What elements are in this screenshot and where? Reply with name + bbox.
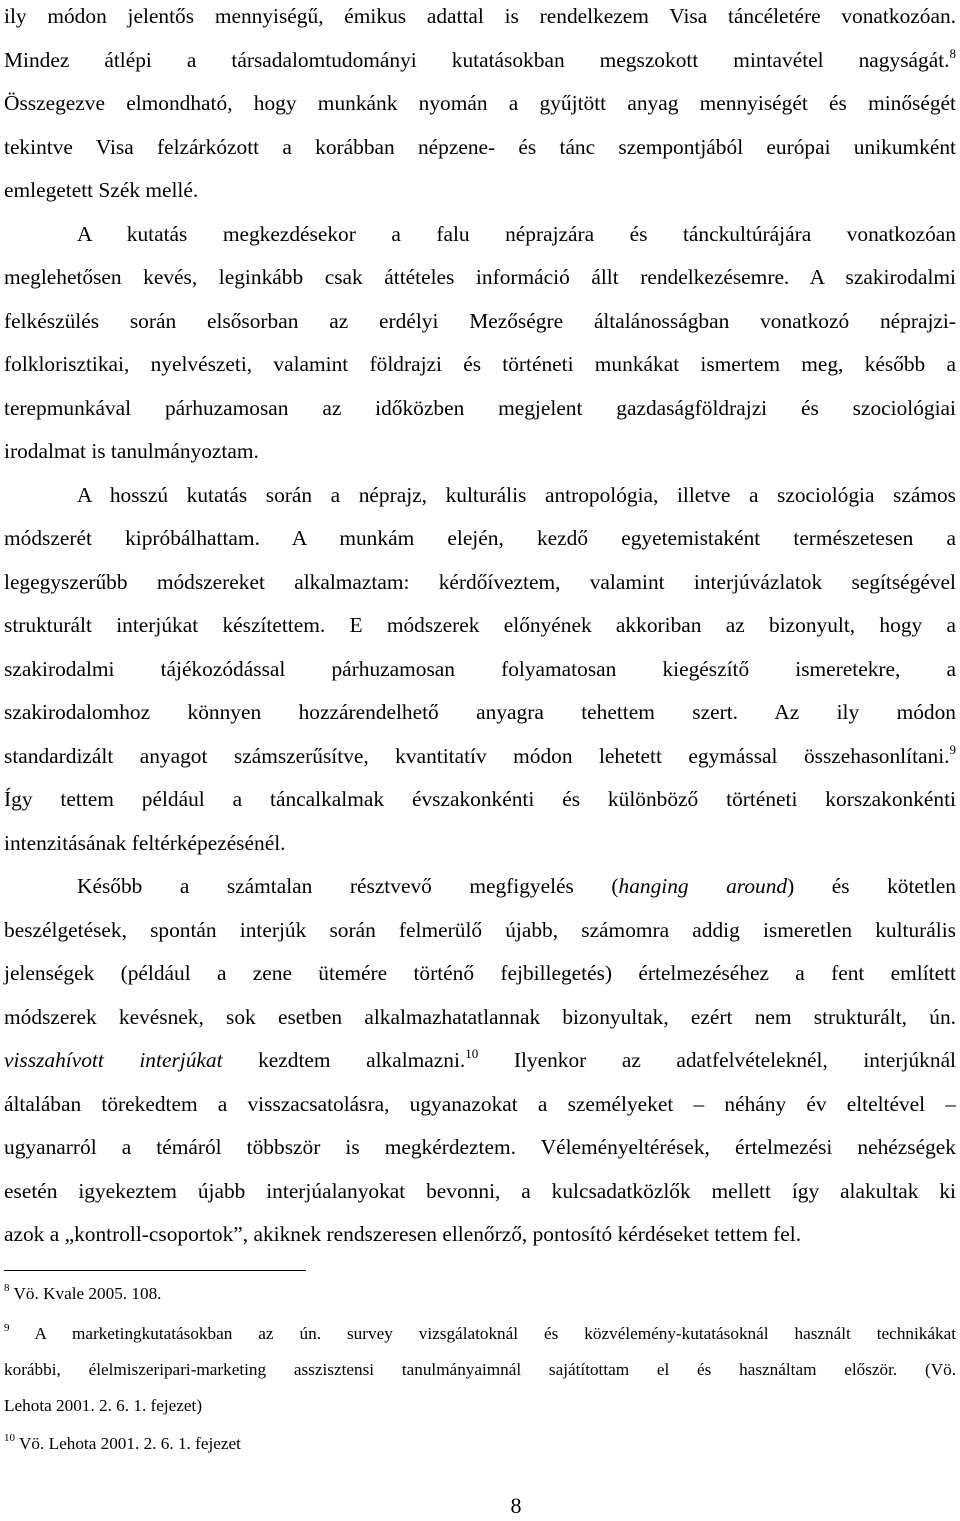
page-number: 8 — [510, 1493, 522, 1518]
footnote-text: A marketingkutatásokban az ún. survey vizsgálatoknál és közvélemény-kutatásoknál használt technikákat — [34, 1324, 956, 1343]
text-segment: Mindez átlépi a társadalomtudományi kutatásokban megszokott mintavétel nagyságát. — [4, 47, 950, 72]
text-line: jelenségek (például a zene ütemére történő fejbillegetés) értelmezéséhez a fent említett — [4, 961, 956, 985]
text-line: intenzitásának feltérképezésénél. — [4, 830, 286, 855]
text-line: módszerét kipróbálhattam. A munkám elején, kezdő egyetemistaként természetesen a — [4, 526, 956, 550]
footnote-10 — [4, 1426, 956, 1462]
text-segment: Ilyenkor az adatfelvételeknél, interjúknál — [478, 1048, 957, 1072]
footnote-text: Vö. Kvale 2005. 108. — [13, 1284, 162, 1303]
footnote-8 — [4, 1276, 956, 1312]
footnote-line — [4, 1426, 956, 1462]
text-line: általában törekedtem a visszacsatolásra, ugyanazokat a személyeket – néhány év elteltével – — [4, 1091, 956, 1116]
italic-term: visszahívott interjúkat — [4, 1048, 223, 1072]
footnote-ref[interactable]: 10 — [465, 1046, 479, 1061]
text-line — [4, 735, 956, 779]
text-line: irodalmat is tanulmányoztam. — [4, 439, 259, 463]
text-line: ily módon jelentős mennyiségű, émikus adattal is rendelkezem Visa táncéletére vonatkozóan. — [4, 4, 956, 28]
footnote-ref[interactable]: 9 — [949, 741, 956, 757]
text-line: Összegezve elmondható, hogy munkánk nyomán a gyűjtött anyag mennyiségét és minőségét — [4, 91, 956, 115]
text-line: Így tettem például a táncalkalmak évszakonkénti és különböző történeti korszakonkénti — [4, 787, 956, 811]
footnote-line — [4, 1316, 956, 1352]
text-segment: standardizált anyagot számszerűsítve, kvantitatív módon lehetett egymással összehasonlítani. — [4, 743, 950, 768]
footnote-separator — [4, 1270, 306, 1271]
text-line: esetén igyekeztem újabb interjúalanyokat bevonni, a kulcsadatközlők mellett így alakultak ki — [4, 1178, 956, 1203]
text-line: szakirodalmi tájékozódással párhuzamosan folyamatosan kiegészítő ismeretekre, a — [4, 656, 956, 681]
text-line: terepmunkával párhuzamosan az időközben megjelent gazdaságföldrajzi és szociológiai — [4, 395, 956, 420]
footnote-number: 9 — [4, 1322, 10, 1334]
text-line — [4, 1039, 956, 1083]
text-segment: kezdtem alkalmazni. — [222, 1048, 466, 1072]
text-line: strukturált interjúkat készítettem. E módszerek előnyének akkoriban az bizonyult, hogy a — [4, 613, 956, 637]
footnote-number: 10 — [4, 1432, 15, 1444]
text-line: emlegetett Szék mellé. — [4, 178, 199, 202]
footnote-line: korábbi, élelmiszeripari-marketing asszisztensi tanulmányaimnál sajátítottam el és használtam először. (Vö. — [4, 1360, 956, 1379]
footnote-text: Vö. Lehota 2001. 2. 6. 1. fejezet — [19, 1434, 241, 1453]
footnote-ref[interactable]: 8 — [949, 45, 956, 61]
text-line: szakirodalomhoz könnyen hozzárendelhető anyagra tehettem szert. Az ily módon — [4, 700, 956, 724]
footnote-line — [4, 1276, 956, 1312]
text-segment: Később a számtalan résztvevő megfigyelés ( — [77, 874, 619, 898]
footnote-number: 8 — [4, 1282, 10, 1294]
footnote-9 — [4, 1316, 956, 1424]
text-line: ugyanarról a témáról többször is megkérdeztem. Véleményeltérések, értelmezési nehézségek — [4, 1135, 956, 1159]
text-line: meglehetősen kevés, leginkább csak áttételes információ állt rendelkezésemre. A szakirodalmi — [4, 265, 956, 289]
text-line: A hosszú kutatás során a néprajz, kulturális antropológia, illetve a szociológia számos — [77, 482, 956, 507]
footnote-line: Lehota 2001. 2. 6. 1. fejezet) — [4, 1396, 203, 1415]
text-line: módszerek kevésnek, sok esetben alkalmazhatatlannak bizonyultak, ezért nem strukturált, ún. — [4, 1004, 956, 1029]
text-line: A kutatás megkezdésekor a falu néprajzára és tánckultúrájára vonatkozóan — [77, 221, 956, 246]
text-line: folklorisztikai, nyelvészeti, valamint földrajzi és történeti munkákat ismertem meg, később a — [4, 352, 956, 376]
text-line — [4, 865, 956, 909]
text-line — [4, 39, 956, 83]
text-segment: ) és kötetlen — [787, 874, 956, 898]
text-line: legegyszerűbb módszereket alkalmaztam: kérdőíveztem, valamint interjúvázlatok segítségével — [4, 569, 956, 594]
page-body — [4, 0, 956, 1257]
italic-term: hanging around — [618, 874, 788, 898]
text-line: felkészülés során elsősorban az erdélyi Mezőségre általánosságban vonatkozó néprajzi- — [4, 308, 956, 333]
text-line: beszélgetések, spontán interjúk során felmerülő újabb, számomra addig ismeretlen kulturális — [4, 917, 956, 942]
text-line: tekintve Visa felzárkózott a korábban népzene- és tánc szempontjából európai unikumként — [4, 134, 956, 159]
text-line: azok a „kontroll-csoportok”, akiknek rendszeresen ellenőrző, pontosító kérdéseket tettem fel. — [4, 1222, 802, 1246]
